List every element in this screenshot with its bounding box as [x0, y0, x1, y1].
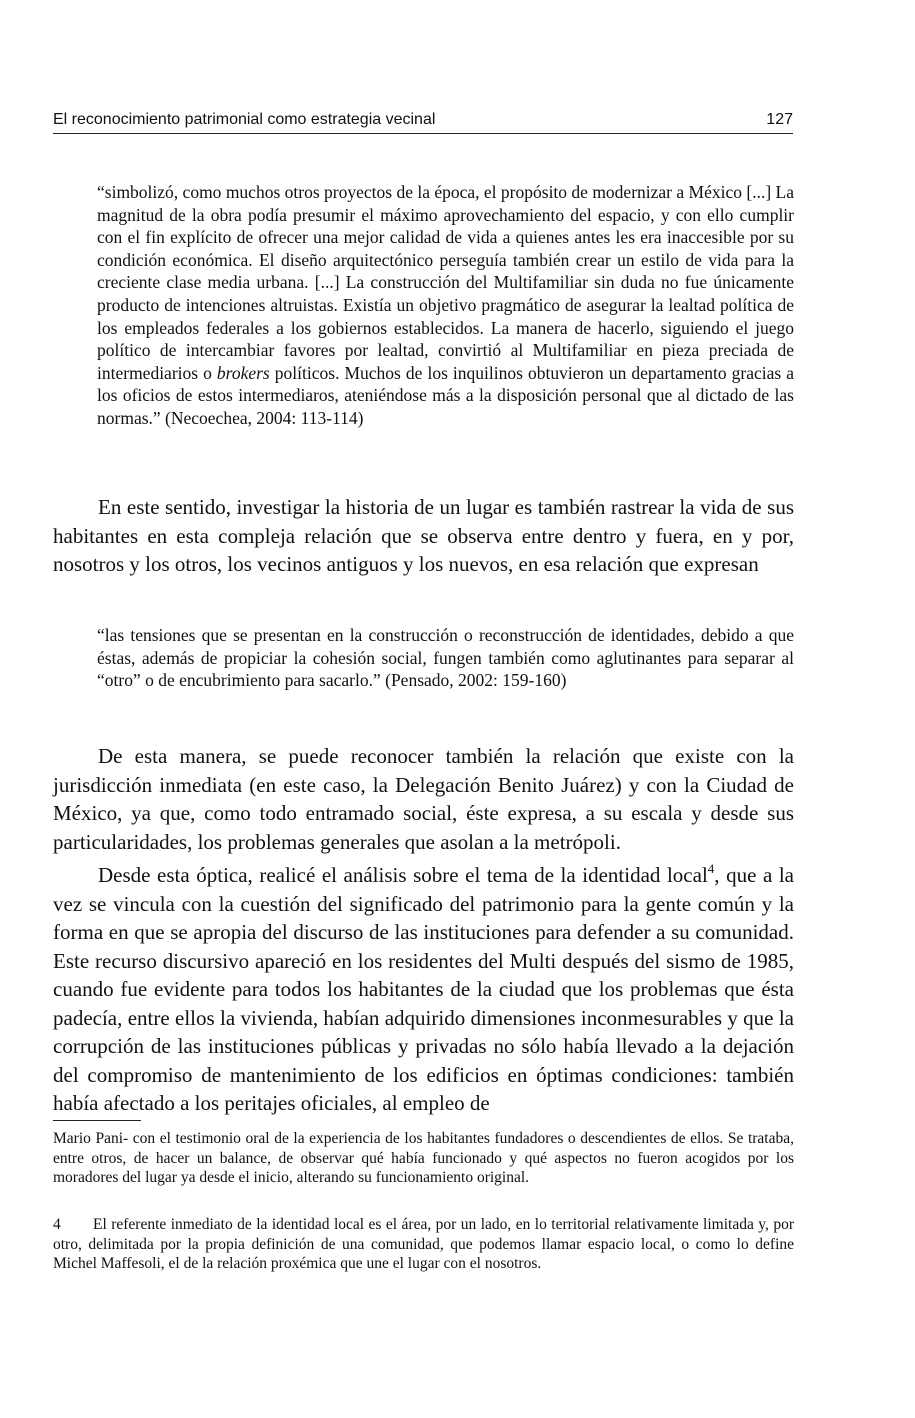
footnote-4-number: 4: [53, 1216, 61, 1233]
paragraph-text-part-2: , que a la vez se vincula con la cuestión del significado del patrimonio para la gente común y la forma en que se apropia del discurso de las instituciones para defender a su comunidad. Este recurso discursivo apareció en los residentes del Multi después del sismo de 1985, cuando fue evidente para todos los habitantes de la ciudad que los problemas que ésta padecía, entre ellos la vivienda, habían adquirido dimensiones inconmesurables y que la corrupción de las instituciones públicas y privadas no sólo había llevado a la dejación del compromiso de mantenimiento de los edificios en óptimas condiciones: también había afectado a los peritajes oficiales, al empleo de: [53, 863, 794, 1115]
quote-italic-term: brokers: [216, 362, 270, 383]
paragraph-jurisdiccion: De esta manera, se puede reconocer también la relación que existe con la jurisdicción inmediata (en este caso, la Delegación Benito Juárez) y con la Ciudad de México, ya que, como todo entramado social, éste expresa, a su escala y desde sus particularidades, los problemas generales que asolan a la metrópoli.: [53, 744, 794, 854]
footnote-continued: Mario Pani- con el testimonio oral de la experiencia de los habitantes fundadores o descendientes de ellos. Se trataba, entre otros, de hacer un balance, de observar qué había funcionado y qué aspectos no fueron acogidos por los moradores del lugar ya desde el inicio, alterando su funcionamiento original.: [53, 1130, 794, 1187]
footnote-divider: [53, 1120, 141, 1121]
page-number: 127: [766, 111, 793, 128]
paragraph-investigar-historia: En este sentido, investigar la historia de un lugar es también rastrear la vida de sus habitantes en esta compleja relación que se observa entre dentro y fuera, en y por, nosotros y los otros, los vecinos antiguos y los nuevos, en esa relación que expresan: [53, 495, 794, 576]
footnote-4: [53, 1215, 794, 1274]
quote-text-part-1: “simbolizó, como muchos otros proyectos de la época, el propósito de modernizar a México [...] La magnitud de la obra podía presumir el máximo aprovechamiento del espacio, y con ello cumplir con el fin explícito de ofrecer una mejor calidad de vida a quienes antes les era inaccesible por su condición económica. El diseño arquitectónico perseguía también crear un estilo de vida para la creciente clase media urbana. [...] La construcción del Multifamiliar sin duda no fue únicamente producto de intenciones altruistas. Existía un objetivo pragmático de asegurar la lealtad política de los empleados federales a los gobiernos establecidos. La manera de hacerlo, siguiendo el juego político de intercambiar favores por lealtad, convirtió al Multifamiliar en pieza preciada de intermediarios o: [97, 182, 794, 383]
paragraph-identidad-local: [53, 861, 794, 1118]
block-quote-pensado: “las tensiones que se presentan en la construcción o reconstrucción de identidades, debido a que éstas, además de propiciar la cohesión social, fungen también como aglutinantes para separar al “otro” o de encubrimiento para sacarlo.” (Pensado, 2002: 159-160): [97, 625, 794, 691]
quote-text-part-2: políticos. Muchos de los inquilinos obtuvieron un departamento gracias a los oficios de estos intermediaros, ateniéndose más a la disposición personal que al dictado de las normas.” (Necoechea, 2004: 113-114): [97, 362, 795, 428]
running-title: El reconocimiento patrimonial como estrategia vecinal: [53, 111, 436, 128]
footnote-4-text: El referente inmediato de la identidad local es el área, por un lado, en lo territorial relativamente limitada y, por otro, delimitada por la propia definición de una comunidad, que podemos llamar espacio local, o como lo define Michel Maffesoli, el de la relación proxémica que une el lugar con el nosotros.: [53, 1216, 794, 1273]
running-header: [53, 110, 793, 134]
footnote-ref-4: 4: [707, 860, 715, 876]
block-quote-necoechea: [97, 181, 794, 430]
paragraph-text-part-1: Desde esta óptica, realicé el análisis sobre el tema de la identidad local: [98, 863, 708, 887]
